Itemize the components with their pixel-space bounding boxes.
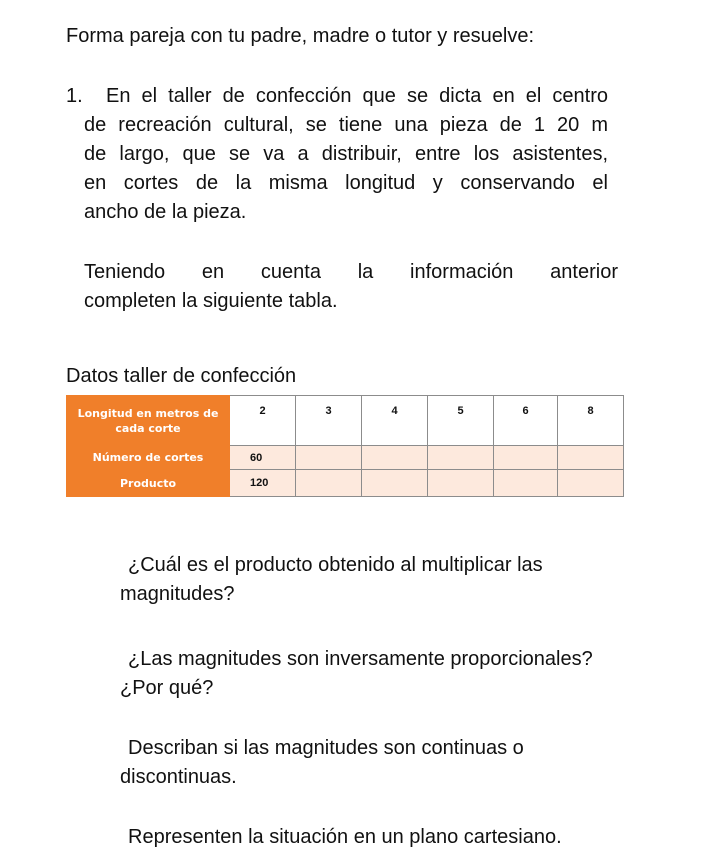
instruction-line: Teniendo en cuenta la información anterior	[84, 261, 618, 283]
question-line: ¿Por qué?	[120, 677, 214, 699]
problem-line: en cortes de la misma longitud y conservando el	[84, 172, 608, 194]
problem-line: ancho de la pieza.	[84, 201, 247, 223]
question-line: discontinuas.	[120, 766, 237, 788]
table-title: Datos taller de confección	[66, 365, 297, 387]
length-cell: 8	[558, 396, 624, 446]
length-cell: 6	[494, 396, 558, 446]
question-line: Describan si las magnitudes son continuas o	[128, 737, 524, 759]
product-cell[interactable]	[558, 470, 624, 497]
question-cartesian: Representen la situación en un plano cartesiano.	[128, 826, 562, 848]
question-line: magnitudes?	[120, 583, 235, 605]
question-line: ¿Cuál es el producto obtenido al multiplicar las	[128, 554, 543, 576]
length-cell: 2	[230, 396, 296, 446]
table-row-product	[67, 470, 624, 497]
instruction-line: completen la siguiente tabla.	[84, 290, 338, 312]
cuts-cell[interactable]	[296, 446, 362, 470]
problem-statement	[84, 82, 608, 227]
question-continuous	[120, 734, 640, 792]
table-row-cuts	[67, 446, 624, 470]
cuts-cell[interactable]: 60	[230, 446, 296, 470]
question-proportional	[120, 645, 640, 703]
row-header-product: Producto	[67, 470, 230, 497]
problem-number: 1.	[66, 85, 83, 107]
cuts-cell[interactable]	[362, 446, 428, 470]
product-cell[interactable]	[362, 470, 428, 497]
length-cell: 3	[296, 396, 362, 446]
product-cell[interactable]	[296, 470, 362, 497]
product-cell[interactable]	[428, 470, 494, 497]
problem-line: En el taller de confección que se dicta en el centro	[106, 85, 608, 107]
data-table	[66, 395, 624, 497]
row-header-length: Longitud en metros de cada corte	[67, 396, 230, 446]
table-row-length	[67, 396, 624, 446]
length-cell: 5	[428, 396, 494, 446]
question-line: ¿Las magnitudes son inversamente proporcionales?	[128, 648, 593, 670]
problem-line: de largo, que se va a distribuir, entre los asistentes,	[84, 143, 608, 165]
cuts-cell[interactable]	[558, 446, 624, 470]
product-cell[interactable]	[494, 470, 558, 497]
row-header-cuts: Número de cortes	[67, 446, 230, 470]
length-cell: 4	[362, 396, 428, 446]
intro-text: Forma pareja con tu padre, madre o tutor y resuelve:	[66, 25, 535, 47]
cuts-cell[interactable]	[428, 446, 494, 470]
product-cell[interactable]: 120	[230, 470, 296, 497]
cuts-cell[interactable]	[494, 446, 558, 470]
problem-line: de recreación cultural, se tiene una pieza de 1 20 m	[84, 114, 608, 136]
question-product	[120, 551, 620, 609]
instruction-text	[84, 258, 618, 316]
